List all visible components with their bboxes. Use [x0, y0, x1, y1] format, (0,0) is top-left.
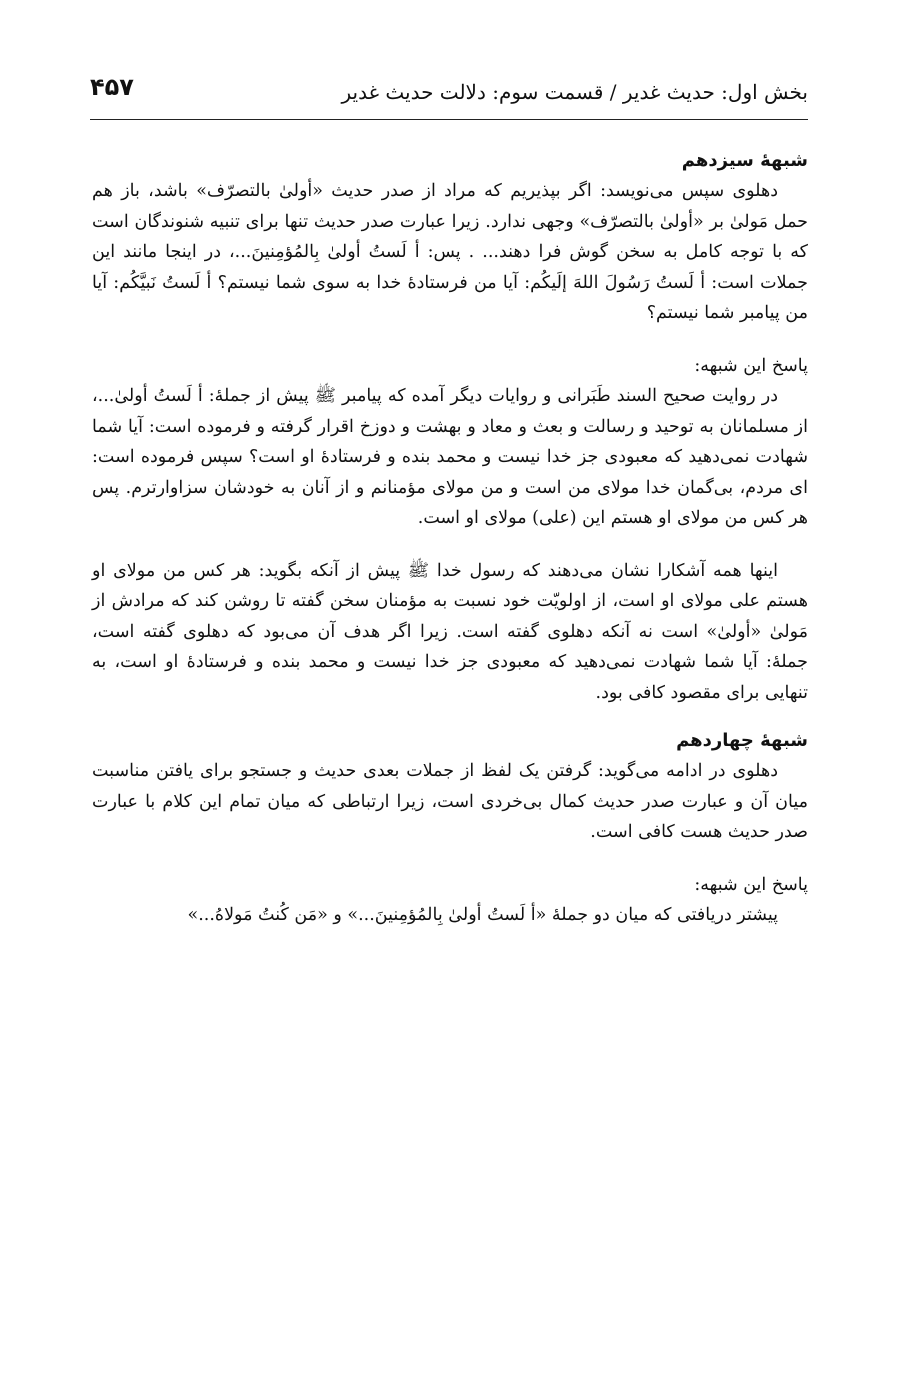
- section-heading: شبهۀ سیزدهم: [681, 150, 808, 171]
- paragraph: اینها همه آشکارا نشان می‌دهند که رسول خدا ﷺ پیش از آنکه بگوید: هر کس من مولای او هستم علی مولای او است، از اولویّت خود نسبت به مؤمنان سخن گفته تا روشن کند که مرادش از مَولیٰ «أولیٰ» است نه آنکه دهلوی گفته است. زیرا اگر هدف آن می‌بود که دهلوی گفته است، جملۀ: آیا شما شهادت نمی‌دهید که معبودی جز خدا نیست و محمد بنده و فرستادۀ او است، به تنهایی برای مقصود کافی بود.: [92, 560, 808, 703]
- section-heading: شبهۀ چهاردهم: [676, 730, 808, 751]
- page-body: [92, 146, 808, 931]
- paragraph: پیشتر دریافتی که میان دو جملۀ «أ لَستُ أولیٰ بِالمُؤمِنینَ...» و «مَن کُنتُ مَولاهُ...»: [187, 905, 778, 925]
- paragraph: در روایت صحیح السند طَبَرانی و روایات دیگر آمده که پیامبر ﷺ پیش از جملۀ: أ لَستُ أولیٰ...، از مسلمانان به توحید و رسالت و بعث و معاد و بهشت و دوزخ اقرار گرفته و فرموده است: آیا شما شهادت نمی‌دهید که معبودی جز خدا نیست و محمد بنده و فرستادۀ او است؟ سپس فرموده است: ای مردم، بی‌گمان خدا مولای من است و من مولای مؤمنانم و از آنان به خودشان سزاوارترم. پس هر کس من مولای او هستم این (علی) مولای او است.: [92, 386, 808, 528]
- paragraph: دهلوی سپس می‌نویسد: اگر بپذیریم که مراد از صدر حدیث «أولیٰ بالتصرّف» باشد، باز هم حمل مَولیٰ بر «أولیٰ بالتصرّف» وجهی ندارد. زیرا عبارت صدر حدیث تنها برای تنبیه شنوندگان است که با توجه کامل به سخن گوش فرا دهند... . پس: أ لَستُ أولیٰ بِالمُؤمِنینَ...، در اینجا مانند این جملات است: أ لَستُ رَسُولَ اللهَ إلَیکُم: آیا من فرستادۀ خدا به سوی شما نیستم؟ أ لَستُ نَبیَّکُم: آیا من پیامبر شما نیستم؟: [92, 181, 808, 323]
- running-title: بخش اول: حدیث غدیر / قسمت سوم: دلالت حدیث غدیر: [341, 80, 808, 104]
- paragraph: دهلوی در ادامه می‌گوید: گرفتن یک لفظ از جملات بعدی حدیث و جستجو برای یافتن مناسبت میان آن و عبارت صدر حدیث کمال بی‌خردی است، زیرا ارتباطی که میان تمام این کلام با عبارت صدر حدیث هست کافی است.: [92, 761, 808, 842]
- answer-label: پاسخ این شبهه:: [694, 874, 808, 895]
- page-header: [90, 73, 808, 120]
- answer-label: پاسخ این شبهه:: [694, 355, 808, 376]
- page-number: ۴۵۷: [90, 73, 134, 101]
